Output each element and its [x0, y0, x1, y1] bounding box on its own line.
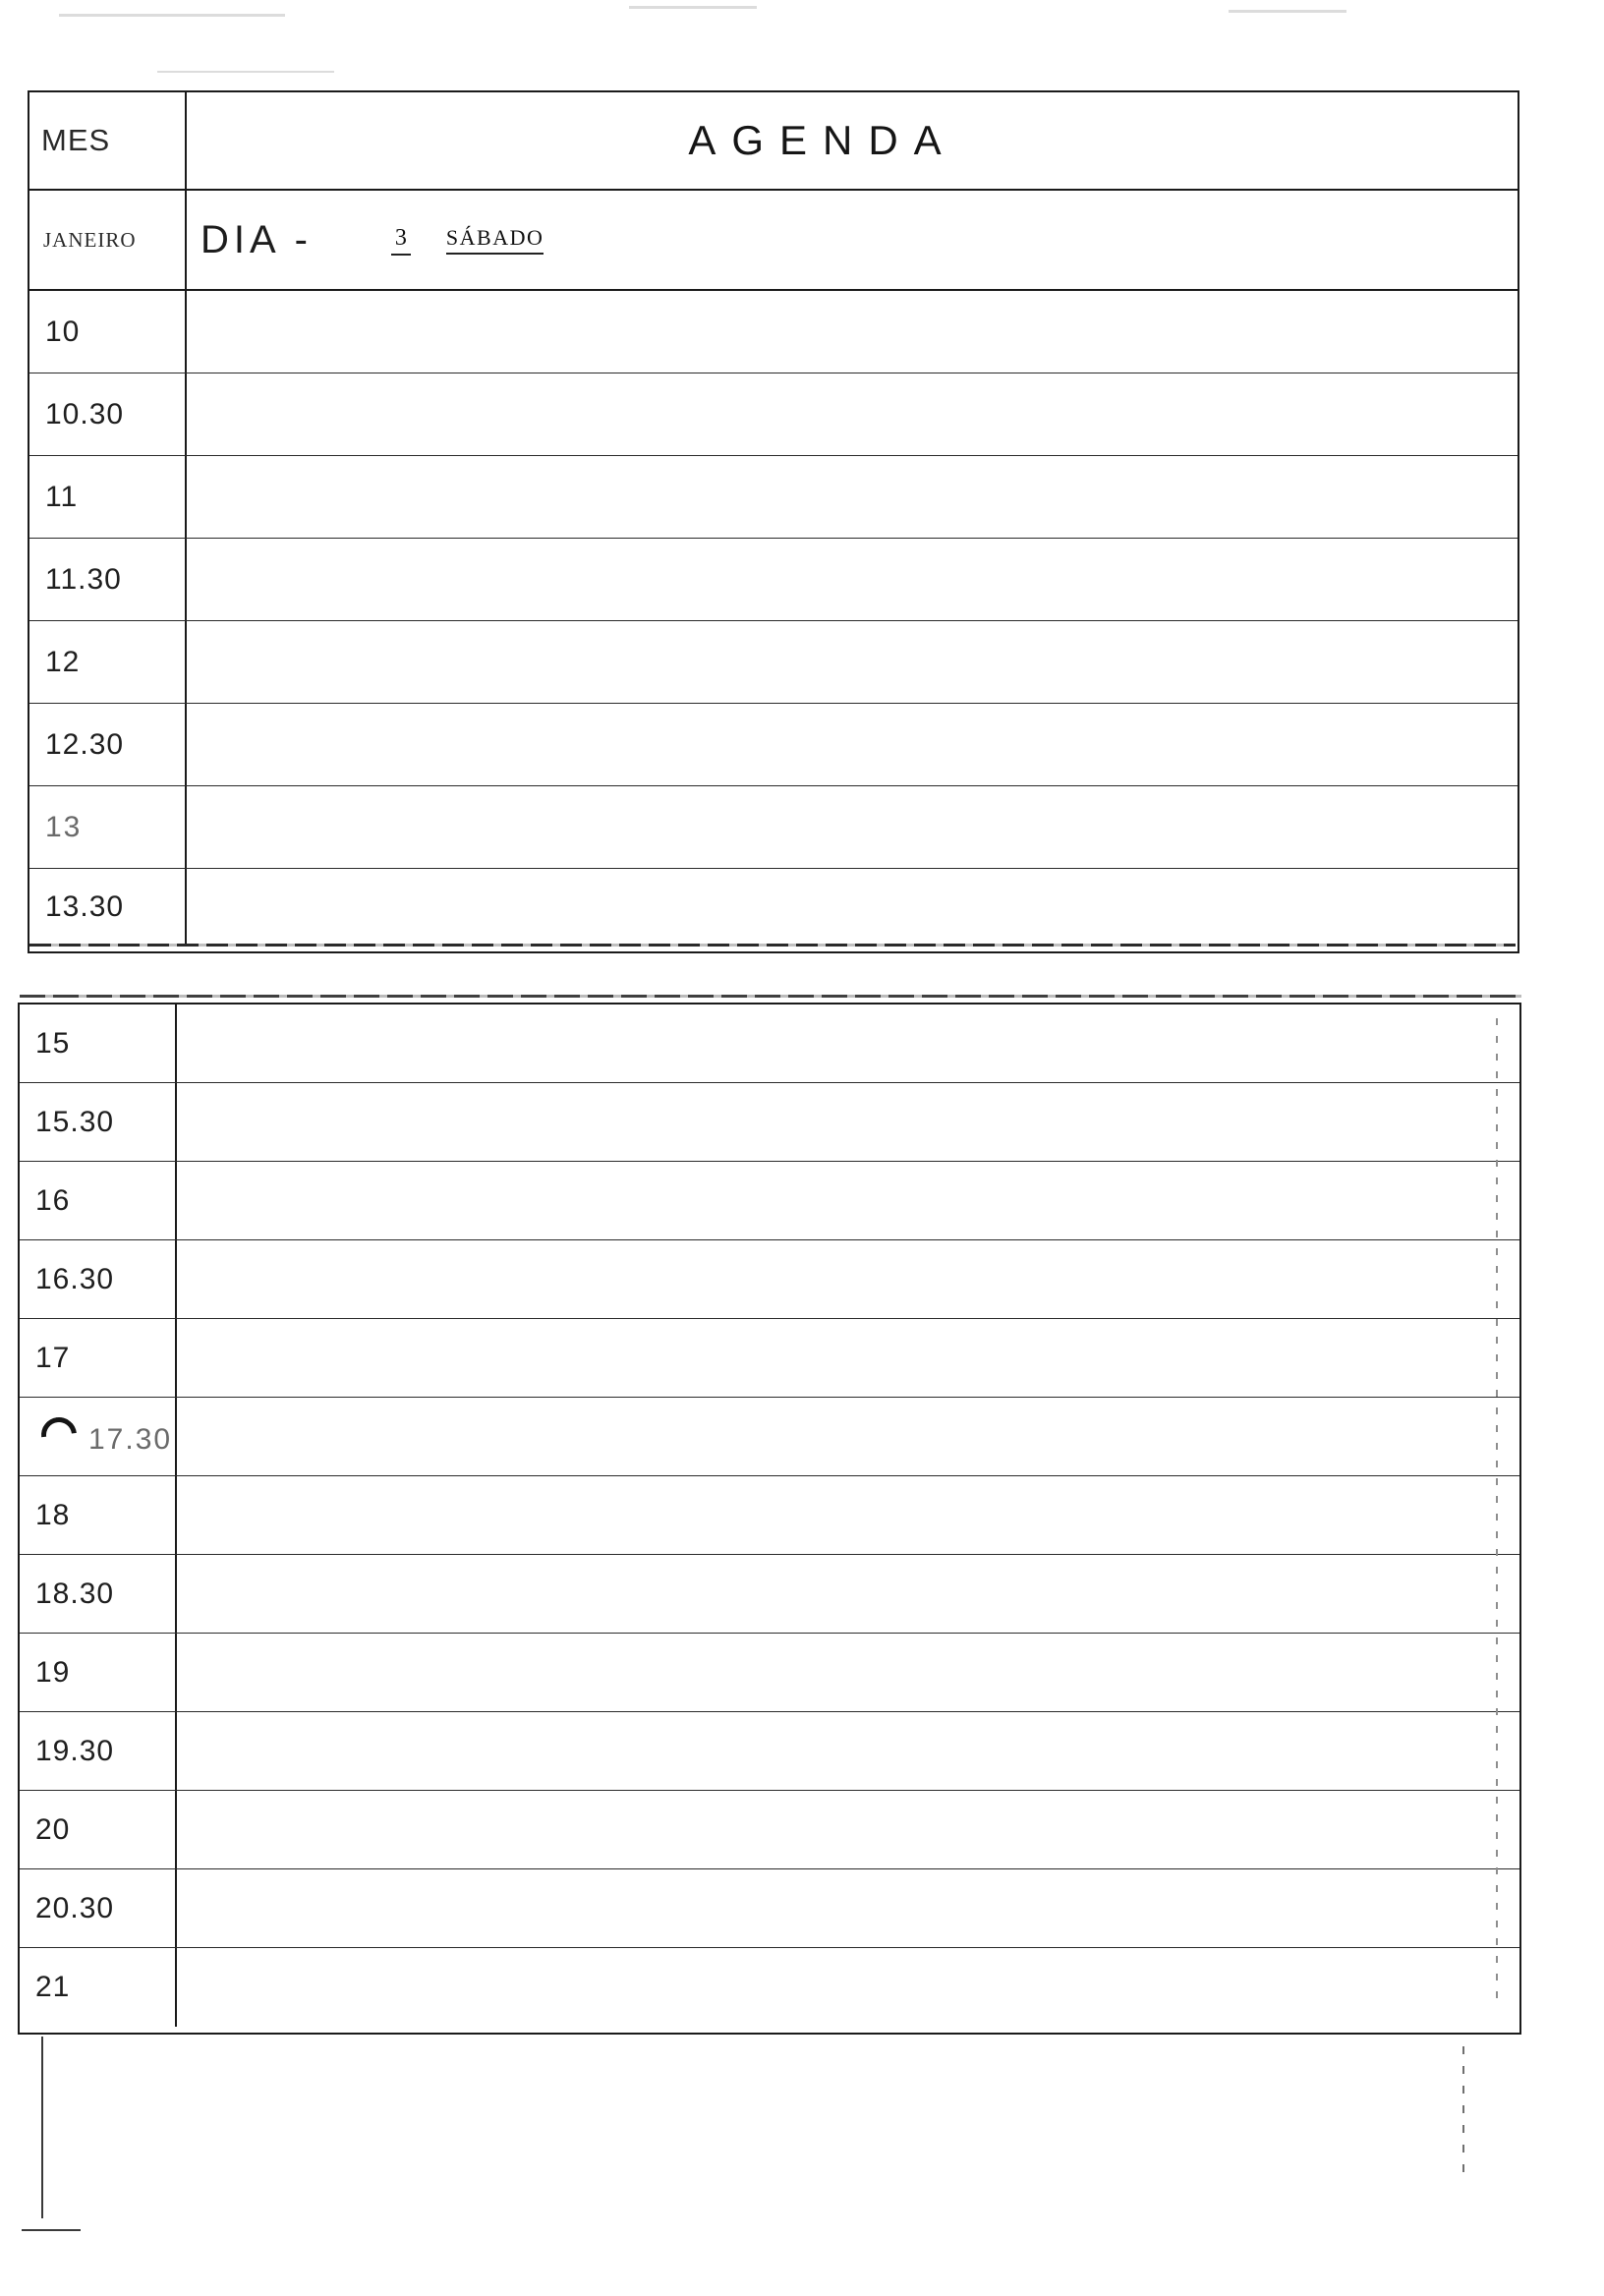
- table-row[interactable]: [29, 456, 1518, 539]
- slot-time: 16.30: [20, 1240, 177, 1318]
- slot-note[interactable]: [177, 1555, 1519, 1633]
- table-row[interactable]: [20, 1398, 1519, 1476]
- table-row[interactable]: [29, 869, 1518, 946]
- slot-time: 10: [29, 291, 187, 373]
- table-row[interactable]: [20, 1162, 1519, 1240]
- scan-edge-marks: [1496, 1018, 1498, 2001]
- table-row[interactable]: [20, 1083, 1519, 1162]
- table-row[interactable]: [29, 539, 1518, 621]
- table-row[interactable]: [29, 291, 1518, 373]
- tail-left-rule: [41, 2037, 43, 2218]
- smudge-blob-icon: [34, 1409, 85, 1460]
- slot-time: 20.30: [20, 1869, 177, 1947]
- day-row: [29, 191, 1518, 291]
- agenda-title: AGENDA: [688, 117, 957, 163]
- slot-time: 15.30: [20, 1083, 177, 1161]
- evening-table: [18, 1003, 1521, 2035]
- day-number: 3: [391, 225, 411, 256]
- slot-time: 18: [20, 1476, 177, 1554]
- table-row[interactable]: [20, 1869, 1519, 1948]
- scan-artifact: [629, 6, 757, 9]
- table-row[interactable]: [20, 1240, 1519, 1319]
- sheet-separator-rule: [20, 995, 1521, 998]
- scan-artifact: [59, 14, 285, 17]
- slot-note[interactable]: [177, 1791, 1519, 1868]
- table-row[interactable]: [20, 1634, 1519, 1712]
- table-row[interactable]: [20, 1476, 1519, 1555]
- slot-note[interactable]: [187, 869, 1518, 946]
- slot-note[interactable]: [187, 621, 1518, 703]
- day-label: DIA -: [200, 217, 313, 261]
- slot-time: [29, 786, 187, 868]
- slot-note[interactable]: [177, 1004, 1519, 1082]
- day-entry: [187, 191, 1518, 289]
- slot-time: 11: [29, 456, 187, 538]
- slot-time: 13.30: [29, 869, 187, 946]
- table-row[interactable]: [29, 786, 1518, 869]
- slot-time: 19.30: [20, 1712, 177, 1790]
- slot-note[interactable]: [177, 1869, 1519, 1947]
- sheet-bottom-rule: [29, 944, 1516, 947]
- slot-time-degraded: 13: [45, 810, 83, 843]
- table-row[interactable]: [20, 1004, 1519, 1083]
- slot-note[interactable]: [187, 373, 1518, 455]
- table-row[interactable]: [29, 373, 1518, 456]
- slot-note[interactable]: [187, 456, 1518, 538]
- slot-time: 12: [29, 621, 187, 703]
- slot-note[interactable]: [187, 539, 1518, 620]
- slot-time: 17: [20, 1319, 177, 1397]
- table-row[interactable]: [20, 1555, 1519, 1634]
- month-value: JANEIRO: [29, 191, 187, 289]
- slot-time: 20: [20, 1791, 177, 1868]
- morning-slot-list: [29, 291, 1518, 946]
- table-header-row: [29, 92, 1518, 191]
- slot-time: 10.30: [29, 373, 187, 455]
- slot-note[interactable]: [177, 1712, 1519, 1790]
- tail-bottom-rule: [22, 2229, 81, 2231]
- slot-time: 18.30: [20, 1555, 177, 1633]
- slot-time: [20, 1398, 177, 1475]
- table-row[interactable]: [20, 1791, 1519, 1869]
- slot-note[interactable]: [187, 786, 1518, 868]
- table-row[interactable]: [29, 704, 1518, 786]
- slot-time: 15: [20, 1004, 177, 1082]
- slot-time: 19: [20, 1634, 177, 1711]
- table-row[interactable]: [20, 1948, 1519, 2027]
- slot-note[interactable]: [177, 1948, 1519, 2027]
- slot-note[interactable]: [187, 291, 1518, 373]
- page-tail: [22, 2037, 1519, 2233]
- slot-note[interactable]: [177, 1240, 1519, 1318]
- slot-note[interactable]: [177, 1319, 1519, 1397]
- tail-right-rule: [1462, 2046, 1464, 2174]
- scan-artifact: [1229, 10, 1346, 13]
- weekday-label: SÁBADO: [446, 225, 544, 255]
- evening-slot-list: [20, 1004, 1519, 2027]
- scan-artifact: [157, 71, 334, 73]
- table-row[interactable]: [29, 621, 1518, 704]
- slot-note[interactable]: [177, 1162, 1519, 1239]
- slot-time: 21: [20, 1948, 177, 2027]
- morning-table: [28, 90, 1519, 953]
- slot-note[interactable]: [177, 1398, 1519, 1475]
- slot-note[interactable]: [177, 1476, 1519, 1554]
- table-row[interactable]: [20, 1712, 1519, 1791]
- slot-time: 12.30: [29, 704, 187, 785]
- slot-time-degraded: 17.30: [35, 1417, 172, 1457]
- slot-time: 11.30: [29, 539, 187, 620]
- slot-time: 16: [20, 1162, 177, 1239]
- slot-note[interactable]: [177, 1083, 1519, 1161]
- slot-note[interactable]: [187, 704, 1518, 785]
- slot-note[interactable]: [177, 1634, 1519, 1711]
- table-row[interactable]: [20, 1319, 1519, 1398]
- month-header-cell: MES: [29, 92, 187, 189]
